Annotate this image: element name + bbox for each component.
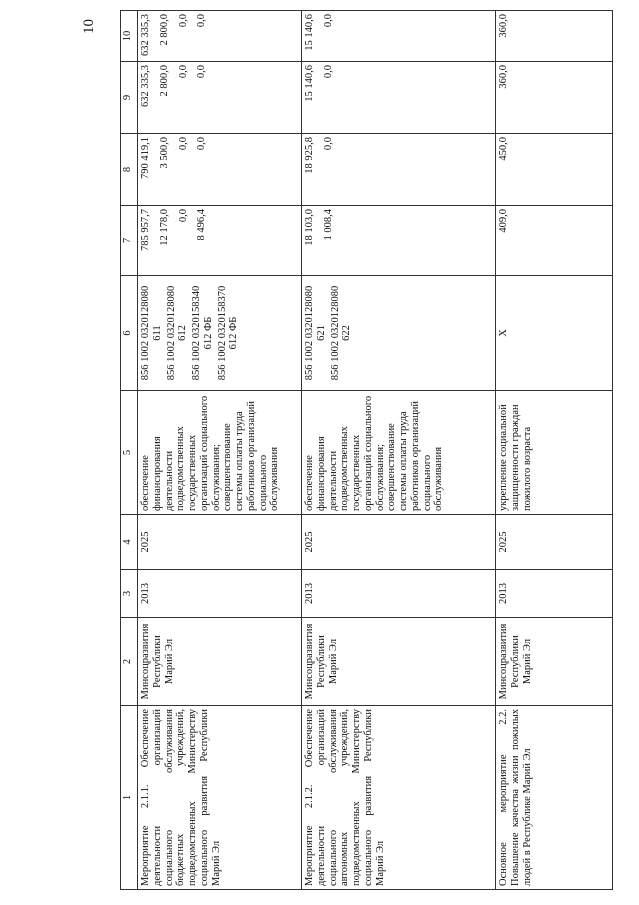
row2-codes <box>302 275 496 390</box>
header-col-5: 5 <box>120 390 138 514</box>
value: 0,0 <box>196 137 208 151</box>
row2-col7 <box>302 205 496 275</box>
value: 1 008,4 <box>322 209 334 241</box>
code-pair: 856 1002 0320128080 622 <box>329 285 353 381</box>
row2-col9 <box>302 61 496 133</box>
header-col-7: 7 <box>120 205 138 275</box>
code-pair: 856 1002 0320128080 611 <box>140 285 163 381</box>
value: 360,0 <box>498 65 509 89</box>
row2-col8 <box>302 133 496 205</box>
value: 0,0 <box>322 65 334 79</box>
value: 0,0 <box>177 65 189 79</box>
value: 15 140,6 <box>304 65 315 102</box>
row1-col7 <box>138 205 302 275</box>
value: 0,0 <box>322 14 334 28</box>
value: 3 500,0 <box>158 137 170 169</box>
code-pair: 856 1002 0320158370 612 ФБ <box>216 285 240 381</box>
row2-activity: Мероприятие 2.1.2. Обеспечение деятельности организаций социального обслуживания автономных учреждений, подведомственных Министерству социального развития Республики Марий Эл <box>302 705 496 890</box>
value: 8 496,4 <box>196 209 208 241</box>
header-col-10: 10 <box>120 10 138 61</box>
row2-start-year: 2013 <box>302 569 496 617</box>
value: 0,0 <box>177 137 189 151</box>
value: 0,0 <box>196 65 208 79</box>
value: 360,0 <box>498 14 509 38</box>
header-col-9: 9 <box>120 61 138 133</box>
row3-start-year: 2013 <box>496 569 613 617</box>
row1-start-year: 2013 <box>138 569 302 617</box>
code-pair: X <box>498 329 509 337</box>
header-col-6: 6 <box>120 275 138 390</box>
value: 18 925,8 <box>304 137 315 174</box>
row1-executor: Минсоцразвития Республики Марий Эл <box>138 617 302 705</box>
value: 632 335,3 <box>140 65 151 107</box>
header-col-3: 3 <box>120 569 138 617</box>
header-col-8: 8 <box>120 133 138 205</box>
row3-col7 <box>496 205 613 275</box>
budget-table <box>120 10 620 890</box>
code-pair: 856 1002 0320128080 621 <box>304 285 327 381</box>
row2-col10 <box>302 10 496 61</box>
code-pair: 856 1002 0320128080 612 <box>165 285 189 381</box>
value: 0,0 <box>322 137 334 151</box>
value: 632 335,3 <box>140 14 151 56</box>
value: 785 957,7 <box>140 209 151 251</box>
row1-end-year: 2025 <box>138 514 302 569</box>
value: 790 419,1 <box>140 137 151 179</box>
row2-result: обеспечение финансирования деятельности подведомственных государственных организаций социального обслуживания; совершенствование системы оплаты труда работников организаций социального обслуживания <box>302 390 496 514</box>
value: 0,0 <box>177 14 189 28</box>
value: 409,0 <box>498 209 509 233</box>
value: 450,0 <box>498 137 509 161</box>
row1-activity: Мероприятие 2.1.1. Обеспечение деятельности организаций социального обслуживания бюджетных учреждений, подведомственных Министерству социального развития Республики Марий Эл <box>138 705 302 890</box>
row3-activity: Основное мероприятие 2.2. Повышение качества жизни пожилых людей в Республике Марий Эл <box>496 705 613 890</box>
value: 2 800,0 <box>158 14 170 46</box>
page-number: 10 <box>81 19 97 34</box>
row3-executor: Минсоцразвития Республики Марий Эл <box>496 617 613 705</box>
value: 2 800,0 <box>158 65 170 97</box>
row1-codes <box>138 275 302 390</box>
value: 0,0 <box>177 209 189 223</box>
code-pair: 856 1002 0320158340 612 ФБ <box>191 285 214 381</box>
value: 12 178,0 <box>158 209 170 246</box>
value: 15 140,6 <box>304 14 315 51</box>
row3-col9 <box>496 61 613 133</box>
row3-result: укрепление социальной защищенности граждан пожилого возраста <box>496 390 613 514</box>
header-col-4: 4 <box>120 514 138 569</box>
row3-codes <box>496 275 613 390</box>
row3-end-year: 2025 <box>496 514 613 569</box>
row3-col8 <box>496 133 613 205</box>
header-col-2: 2 <box>120 617 138 705</box>
row2-end-year: 2025 <box>302 514 496 569</box>
row1-col10 <box>138 10 302 61</box>
row1-col9 <box>138 61 302 133</box>
row3-col10 <box>496 10 613 61</box>
value: 0,0 <box>196 14 208 28</box>
value: 18 103,0 <box>304 209 315 246</box>
row1-col8 <box>138 133 302 205</box>
row2-executor: Минсоцразвития Республики Марий Эл <box>302 617 496 705</box>
row1-result: обеспечение финансирования деятельности подведомственных государственных организаций социального обслуживания; совершенствование системы оплаты труда работников организаций социального обслуживания <box>138 390 302 514</box>
header-col-1: 1 <box>120 705 138 890</box>
